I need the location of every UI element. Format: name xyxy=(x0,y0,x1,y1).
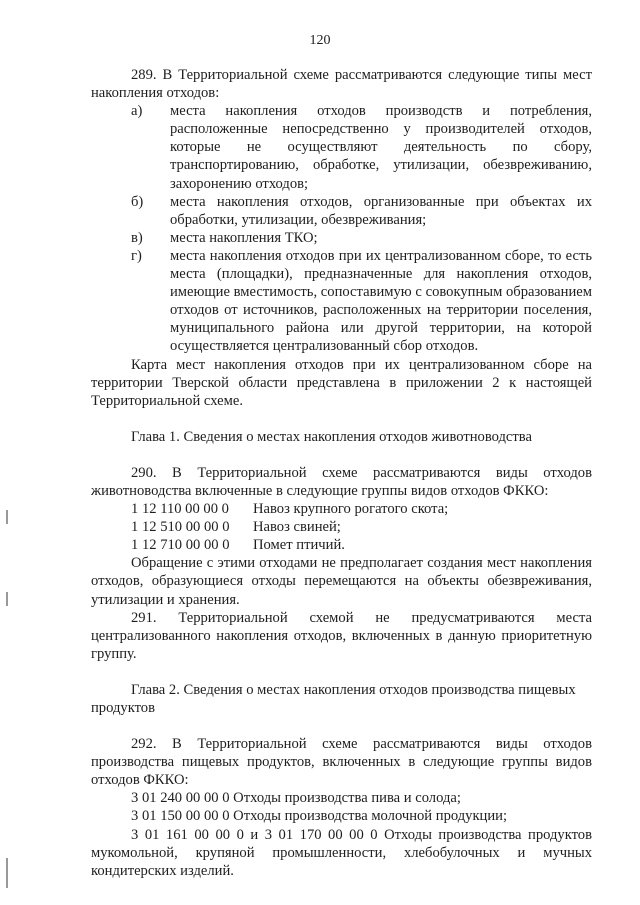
waste-group-line: 3 01 161 00 00 0 и 3 01 170 00 00 0 Отходы производства продуктов мукомольной, крупяной промышленности, хлебобулочных и мучных кондитерских изделий. xyxy=(91,826,592,879)
list-item-g xyxy=(91,247,592,356)
scan-margin-mark xyxy=(6,592,8,606)
list-item-b xyxy=(91,193,592,229)
list-item-label: б) xyxy=(131,193,144,210)
list-item-text: места накопления ТКО; xyxy=(170,229,318,246)
page-content xyxy=(91,66,592,880)
waste-code: 1 12 510 00 00 0 xyxy=(131,519,230,536)
paragraph-handling: Обращение с этими отходами не предполагает создания мест накопления отходов, образующиеся отходы перемещаются на объекты обезвреживания, утилизации и хранения. xyxy=(91,555,592,608)
list-item-a xyxy=(91,102,592,192)
chapter-2-heading: Глава 2. Сведения о местах накопления отходов производства пищевых продуктов xyxy=(91,681,576,716)
paragraph-290: 290. В Территориальной схеме рассматриваются виды отходов животноводства включенные в следующие группы видов отходов ФККО: xyxy=(91,464,592,499)
waste-group-line: 3 01 150 00 00 0 Отходы производства молочной продукции; xyxy=(131,808,508,825)
waste-code-row xyxy=(91,518,592,536)
scan-margin-mark xyxy=(6,510,8,524)
waste-name: Помет птичий. xyxy=(253,537,345,554)
paragraph-map-reference: Карта мест накопления отходов при их централизованном сборе на территории Тверской области представлена в приложении 2 к настоящей Территориальной схеме. xyxy=(91,356,592,409)
waste-name: Навоз крупного рогатого скота; xyxy=(253,501,449,518)
waste-name: Навоз свиней; xyxy=(253,519,341,536)
paragraph-291: 291. Территориальной схемой не предусматриваются места централизованного накопления отходов, включенных в данную приоритетную группу. xyxy=(91,609,592,662)
list-item-label: а) xyxy=(131,103,143,120)
waste-group-line: 3 01 240 00 00 0 Отходы производства пива и солода; xyxy=(131,790,461,807)
waste-code: 1 12 710 00 00 0 xyxy=(131,537,230,554)
paragraph-289-intro: 289. В Территориальной схеме рассматриваются следующие типы мест накопления отходов: xyxy=(91,67,592,102)
list-item-label: в) xyxy=(131,229,143,246)
waste-code: 1 12 110 00 00 0 xyxy=(131,501,229,518)
paragraph-292: 292. В Территориальной схеме рассматриваются виды отходов производства пищевых продуктов, включенных в следующие группы видов отходов ФККО: xyxy=(91,736,592,789)
waste-code-row xyxy=(91,536,592,554)
list-item-text: места накопления отходов, организованные при объектах их обработки, утилизации, обезвреживания; xyxy=(170,193,592,228)
list-item-text: места накопления отходов производств и потребления, расположенные непосредственно у производителей отходов, которые не осуществляют деятельность по сбору, транспортированию, обработке, утилизации, обезвреживанию, захоронению отходов; xyxy=(170,103,592,192)
waste-code-row xyxy=(91,500,592,518)
page-number: 120 xyxy=(309,33,331,48)
list-item-label: г) xyxy=(131,247,142,264)
chapter-1-heading: Глава 1. Сведения о местах накопления отходов животноводства xyxy=(131,428,532,445)
scan-margin-mark xyxy=(6,858,8,888)
list-item-text: места накопления отходов при их централизованном сборе, то есть места (площадки), предназначенные для накопления отходов, имеющие вместимость, сопоставимую с совокупным образованием отходов от источников, расположенных на территории поселения, муниципального района или другой территории, на которой осуществляется централизованный сбор отходов. xyxy=(170,247,592,355)
list-item-v xyxy=(91,229,592,247)
